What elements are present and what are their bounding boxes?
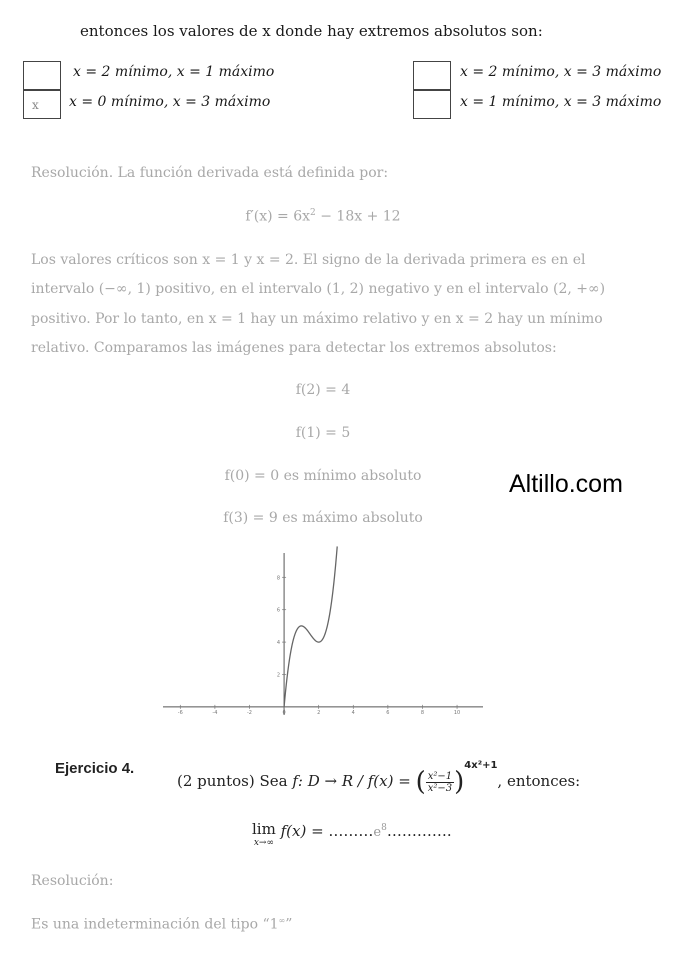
x-tick-label: -6 bbox=[177, 709, 183, 716]
exercise-title: Ejercicio 4. bbox=[55, 760, 135, 777]
left-paren: ( bbox=[415, 767, 426, 797]
resolution-intro: Resolución. La función derivada está definida por: bbox=[31, 165, 389, 181]
x-tick-label: -4 bbox=[212, 709, 218, 716]
exercise-points: (2 puntos) bbox=[177, 772, 255, 790]
eval-f3: f(3) = 9 es máximo absoluto bbox=[223, 510, 423, 526]
derivative-lhs: f′(x) = 6x bbox=[245, 208, 311, 225]
derivative-exponent: 2 bbox=[310, 208, 316, 218]
derivative-formula bbox=[0, 208, 646, 225]
lim-text: lim bbox=[252, 820, 276, 838]
exercise-power: 4x²+1 bbox=[464, 760, 498, 771]
right-paren: ) bbox=[454, 767, 465, 797]
resolution2-sentence: Es una indeterminación del tipo “1 bbox=[31, 916, 279, 933]
fraction-numerator: x²−1 bbox=[427, 770, 453, 782]
x-tick-label: 8 bbox=[420, 709, 425, 716]
function-graph bbox=[160, 545, 490, 720]
exercise-statement bbox=[177, 760, 580, 797]
question-intro: entonces los valores de x donde hay extremos absolutos son: bbox=[80, 22, 543, 40]
option-label-1: x = 2 mínimo, x = 1 máximo bbox=[73, 64, 275, 80]
resolution2-infinity: ∞ bbox=[278, 916, 286, 925]
limit-answer-base: e bbox=[373, 825, 382, 840]
x-tick-label: 10 bbox=[453, 709, 461, 716]
function-curve bbox=[284, 547, 338, 707]
limit-operator bbox=[252, 822, 276, 848]
exercise-function-def: f: D → R / f(x) = bbox=[292, 772, 416, 790]
limit-blank-left: ……… bbox=[328, 822, 374, 840]
limit-blank-right: …………. bbox=[386, 822, 452, 840]
x-tick-label: 2 bbox=[317, 709, 321, 716]
exercise-tail: , entonces: bbox=[497, 772, 581, 790]
eval-f0: f(0) = 0 es mínimo absoluto bbox=[224, 468, 422, 484]
fraction-denominator: x²−3 bbox=[427, 782, 453, 794]
limit-function: f(x) = bbox=[275, 822, 329, 840]
option-checkbox-3[interactable] bbox=[413, 61, 451, 90]
graph-axes bbox=[163, 553, 483, 715]
x-tick-label: -2 bbox=[246, 709, 252, 716]
y-tick-label: 2 bbox=[276, 672, 281, 679]
option-label-4: x = 1 mínimo, x = 3 máximo bbox=[460, 94, 662, 110]
limit-answer-exponent: 8 bbox=[381, 823, 387, 833]
option-label-2: x = 0 mínimo, x = 3 máximo bbox=[69, 94, 271, 110]
x-tick-label: 6 bbox=[386, 709, 390, 716]
exercise-sea: Sea bbox=[259, 772, 293, 790]
resolution2-label: Resolución: bbox=[31, 873, 114, 889]
eval-f2: f(2) = 4 bbox=[295, 382, 351, 398]
y-tick-label: 8 bbox=[276, 575, 281, 582]
option-checkbox-1[interactable] bbox=[23, 61, 61, 90]
lim-subscript: x→∞ bbox=[253, 838, 274, 848]
resolution2-close-quote: ” bbox=[285, 916, 293, 933]
y-tick-label: 4 bbox=[276, 640, 281, 647]
resolution2-text bbox=[31, 916, 292, 933]
exercise-fraction bbox=[426, 771, 454, 794]
x-tick-label: 0 bbox=[282, 709, 286, 716]
option-checkbox-4[interactable] bbox=[413, 90, 451, 119]
y-tick-label: 6 bbox=[276, 607, 281, 614]
eval-f1: f(1) = 5 bbox=[295, 425, 351, 441]
limit-expression bbox=[252, 822, 452, 848]
watermark-logo: Altillo.com bbox=[509, 470, 623, 498]
derivative-rhs: − 18x + 12 bbox=[315, 208, 401, 225]
graph-ticks bbox=[178, 575, 460, 716]
x-tick-label: 4 bbox=[351, 709, 355, 716]
option-label-3: x = 2 mínimo, x = 3 máximo bbox=[460, 64, 662, 80]
option-checkbox-2[interactable]: x bbox=[23, 90, 61, 119]
resolution-paragraph: Los valores críticos son x = 1 y x = 2. El signo de la derivada primera es en el intervalo (−∞, 1) positivo, en el intervalo (1, 2) negativo y en el intervalo (2, +∞) positivo. Por lo tanto, en x = 1 hay un máximo relativo y en x = 2 hay un mínimo relativo. Comparamos las imágenes para detectar los extremos absolutos: bbox=[31, 252, 606, 356]
